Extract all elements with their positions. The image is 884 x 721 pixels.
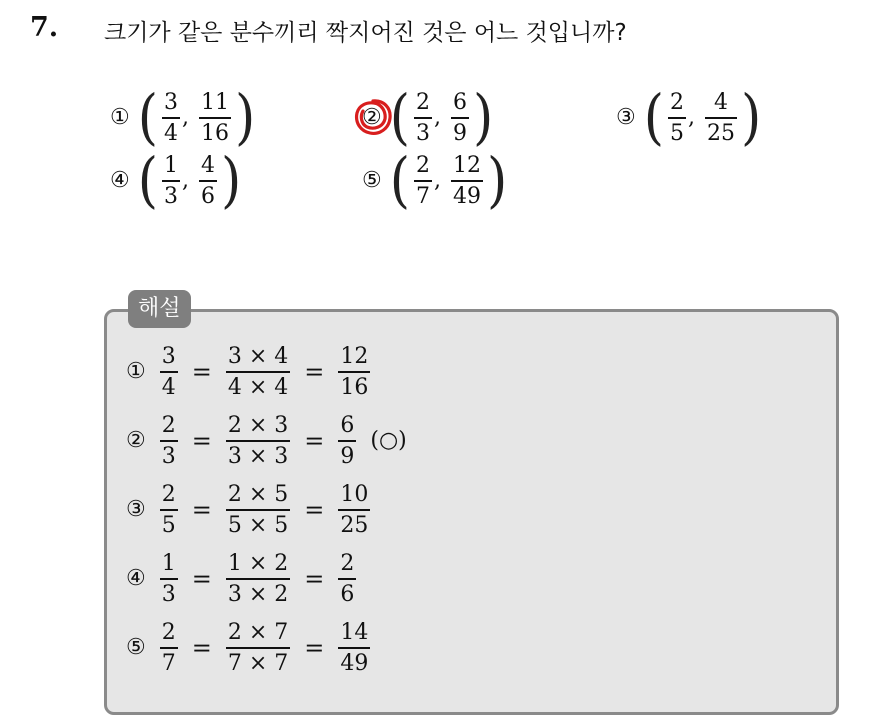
fraction-bar <box>414 117 432 119</box>
fraction-bar <box>338 647 370 649</box>
fraction-bar <box>199 117 231 119</box>
right-paren: ) <box>487 146 508 216</box>
equals-sign: = <box>191 426 212 455</box>
equals-sign: = <box>191 495 212 524</box>
fraction-bar <box>199 180 217 182</box>
denominator: 49 <box>453 183 482 209</box>
equals-sign: = <box>304 633 325 662</box>
fraction <box>226 551 290 607</box>
solution-row-1 <box>126 344 384 400</box>
denominator: 5 <box>670 120 685 146</box>
fraction-bar <box>226 509 290 511</box>
denominator: 4 <box>161 374 176 400</box>
solution-row-4 <box>126 551 370 607</box>
denominator: 9 <box>340 443 355 469</box>
numerator: 2 <box>161 620 176 645</box>
numerator: 2 × 7 <box>227 620 289 645</box>
right-paren: ) <box>473 83 494 153</box>
choice-4[interactable] <box>110 146 242 216</box>
choice-2-label: ② <box>362 105 382 131</box>
fraction <box>338 551 356 607</box>
numerator: 2 <box>416 153 431 178</box>
denominator: 3 × 2 <box>227 581 289 607</box>
choice-5-label: ⑤ <box>362 168 382 194</box>
denominator: 6 <box>201 183 216 209</box>
right-paren: ) <box>235 83 256 153</box>
numerator: 4 <box>201 153 216 178</box>
fraction-bar <box>451 117 469 119</box>
fraction <box>414 90 432 146</box>
solution-row-label: ② <box>126 428 146 454</box>
comma: , <box>434 105 442 131</box>
comma: , <box>434 168 442 194</box>
fraction <box>338 344 370 400</box>
denominator: 3 <box>161 581 176 607</box>
denominator: 7 <box>416 183 431 209</box>
right-paren: ) <box>221 146 242 216</box>
denominator: 3 × 3 <box>227 443 289 469</box>
numerator: 2 <box>340 551 355 576</box>
choice-4-label: ④ <box>110 168 130 194</box>
right-paren: ) <box>741 83 762 153</box>
numerator: 14 <box>340 620 369 645</box>
fraction <box>226 344 290 400</box>
fraction <box>338 482 370 538</box>
choice-5[interactable] <box>362 146 508 216</box>
numerator: 12 <box>340 344 369 369</box>
numerator: 6 <box>453 90 468 115</box>
denominator: 7 <box>161 650 176 676</box>
fraction-bar <box>162 117 180 119</box>
correct-note: (○) <box>370 428 407 454</box>
fraction-bar <box>160 371 178 373</box>
numerator: 10 <box>340 482 369 507</box>
numerator: 3 <box>161 344 176 369</box>
fraction-bar <box>160 440 178 442</box>
numerator: 2 <box>161 413 176 438</box>
fraction <box>226 620 290 676</box>
fraction <box>226 413 290 469</box>
numerator: 12 <box>453 153 482 178</box>
equals-sign: = <box>304 426 325 455</box>
fraction-bar <box>226 371 290 373</box>
comma: , <box>182 105 190 131</box>
choice-3[interactable] <box>616 83 762 153</box>
fraction <box>160 620 178 676</box>
denominator: 6 <box>340 581 355 607</box>
solution-row-5 <box>126 620 384 676</box>
equals-sign: = <box>304 495 325 524</box>
fraction <box>668 90 686 146</box>
choice-1-label: ① <box>110 105 130 131</box>
fraction-bar <box>451 180 483 182</box>
fraction <box>160 413 178 469</box>
fraction <box>199 90 231 146</box>
equals-sign: = <box>304 564 325 593</box>
solution-row-3 <box>126 482 384 538</box>
fraction <box>705 90 737 146</box>
denominator: 3 <box>416 120 431 146</box>
fraction <box>226 482 290 538</box>
denominator: 49 <box>340 650 369 676</box>
fraction-bar <box>226 440 290 442</box>
fraction-bar <box>338 371 370 373</box>
fraction <box>338 620 370 676</box>
numerator: 1 × 2 <box>227 551 289 576</box>
answer-mark-icon <box>352 96 394 138</box>
solution-row-label: ⑤ <box>126 635 146 661</box>
question-number: 7. <box>30 12 59 43</box>
fraction-bar <box>338 578 356 580</box>
numerator: 6 <box>340 413 355 438</box>
equals-sign: = <box>191 633 212 662</box>
denominator: 16 <box>340 374 369 400</box>
fraction <box>338 413 356 469</box>
numerator: 2 <box>416 90 431 115</box>
fraction-bar <box>338 509 370 511</box>
numerator: 1 <box>161 551 176 576</box>
denominator: 25 <box>707 120 736 146</box>
numerator: 2 × 3 <box>227 413 289 438</box>
comma: , <box>182 168 190 194</box>
fraction-bar <box>160 578 178 580</box>
fraction <box>451 90 469 146</box>
fraction <box>451 153 483 209</box>
solution-row-label: ③ <box>126 497 146 523</box>
fraction <box>160 344 178 400</box>
left-paren: ( <box>389 146 411 216</box>
solution-row-label: ① <box>126 359 146 385</box>
fraction-bar <box>668 117 686 119</box>
answer-mark-stroke <box>357 101 391 133</box>
denominator: 5 <box>161 512 176 538</box>
denominator: 3 <box>161 443 176 469</box>
denominator: 3 <box>164 183 179 209</box>
numerator: 3 <box>164 90 179 115</box>
left-paren: ( <box>137 83 159 153</box>
question-text: 크기가 같은 분수끼리 짝지어진 것은 어느 것입니까? <box>104 20 627 46</box>
denominator: 4 × 4 <box>227 374 289 400</box>
fraction <box>160 551 178 607</box>
fraction <box>199 153 217 209</box>
denominator: 7 × 7 <box>227 650 289 676</box>
left-paren: ( <box>137 146 159 216</box>
solution-row-2 <box>126 413 407 469</box>
fraction-bar <box>414 180 432 182</box>
numerator: 11 <box>201 90 230 115</box>
equals-sign: = <box>304 357 325 386</box>
comma: , <box>688 105 696 131</box>
numerator: 4 <box>714 90 729 115</box>
choice-1[interactable] <box>110 83 256 153</box>
fraction-bar <box>226 578 290 580</box>
fraction <box>160 482 178 538</box>
left-paren: ( <box>389 83 411 153</box>
solution-row-label: ④ <box>126 566 146 592</box>
fraction-bar <box>160 509 178 511</box>
numerator: 2 <box>161 482 176 507</box>
fraction-bar <box>162 180 180 182</box>
denominator: 16 <box>201 120 230 146</box>
fraction <box>162 153 180 209</box>
solution-tag: 해설 <box>128 290 191 328</box>
left-paren: ( <box>643 83 665 153</box>
fraction-bar <box>338 440 356 442</box>
fraction-bar <box>226 647 290 649</box>
equals-sign: = <box>191 564 212 593</box>
fraction-bar <box>705 117 737 119</box>
fraction-bar <box>160 647 178 649</box>
choice-3-label: ③ <box>616 105 636 131</box>
denominator: 25 <box>340 512 369 538</box>
denominator: 4 <box>164 120 179 146</box>
numerator: 2 × 5 <box>227 482 289 507</box>
numerator: 1 <box>164 153 179 178</box>
fraction <box>162 90 180 146</box>
denominator: 9 <box>453 120 468 146</box>
numerator: 3 × 4 <box>227 344 289 369</box>
denominator: 5 × 5 <box>227 512 289 538</box>
equals-sign: = <box>191 357 212 386</box>
numerator: 2 <box>670 90 685 115</box>
fraction <box>414 153 432 209</box>
